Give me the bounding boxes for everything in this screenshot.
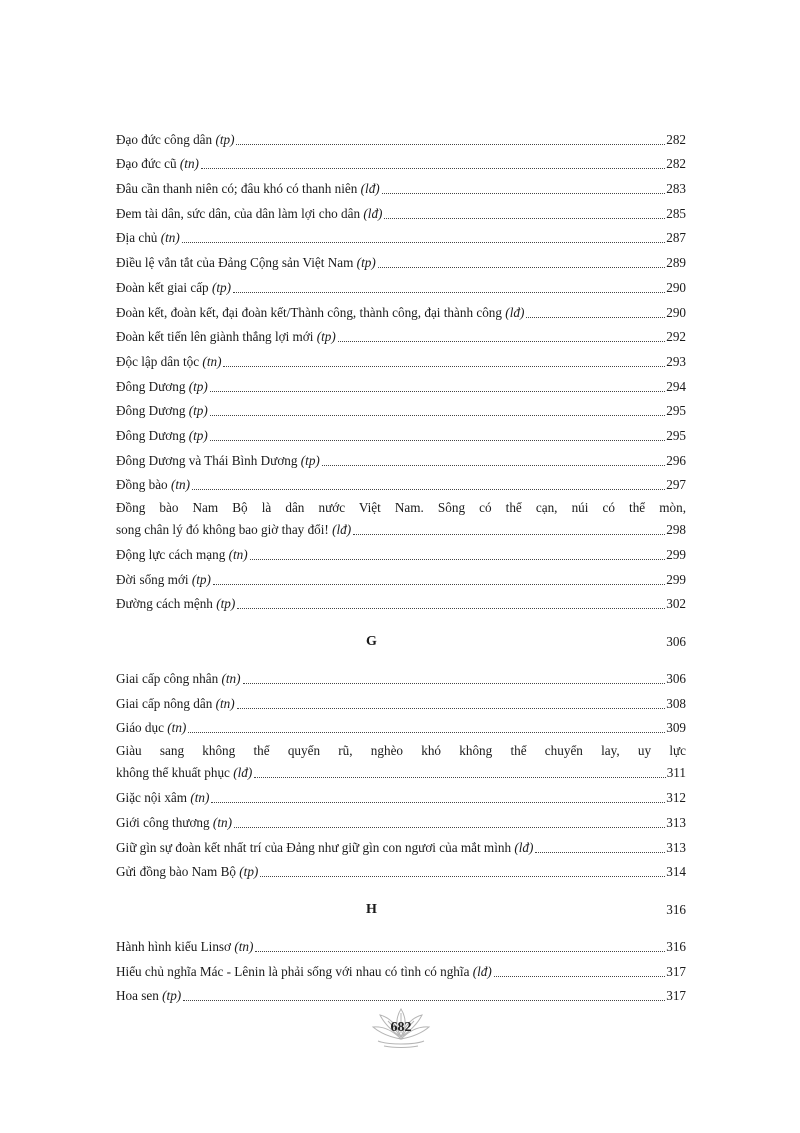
entry-type-tag: (tn) <box>234 938 254 954</box>
entry-type-tag: (tn) <box>190 790 210 806</box>
entry-title: Đông Dương và Thái Bình Dương <box>116 452 298 468</box>
section-header <box>116 890 686 930</box>
entry-title: Đông Dương <box>116 378 186 394</box>
toc-entry[interactable] <box>116 374 686 399</box>
entry-title: Đường cách mệnh <box>116 596 213 612</box>
entry-type-tag: (tn) <box>212 814 232 830</box>
entry-type-tag: (tp) <box>356 255 376 271</box>
entry-title: Đoàn kết tiến lên giành thắng lợi mới <box>116 329 314 345</box>
toc-entry[interactable] <box>116 226 686 251</box>
toc-entry[interactable] <box>116 473 686 498</box>
entry-title: Đoàn kết giai cấp <box>116 279 209 295</box>
toc-entry[interactable] <box>116 835 686 860</box>
entry-page-number: 317 <box>666 963 686 979</box>
dot-leader <box>182 241 665 243</box>
entry-page-number: 314 <box>666 864 686 880</box>
entry-type-tag: (tn) <box>215 695 235 711</box>
entry-title: không thể khuất phục <box>116 765 230 781</box>
entry-type-tag: (tn) <box>221 671 241 687</box>
dot-leader <box>201 167 665 169</box>
entry-type-tag: (tp) <box>300 452 320 468</box>
entry-page-number: 290 <box>666 304 686 320</box>
entry-type-tag: (tn) <box>202 353 222 369</box>
entry-type-tag: (tp) <box>188 403 208 419</box>
entry-page-number: 296 <box>666 452 686 468</box>
toc-entry[interactable] <box>116 423 686 448</box>
entry-page-number: 309 <box>666 720 686 736</box>
entry-page-number: 282 <box>666 156 686 172</box>
entry-type-tag: (lđ) <box>233 765 253 781</box>
entry-page-number: 306 <box>666 671 686 687</box>
dot-leader <box>210 439 665 441</box>
toc-entry[interactable] <box>116 716 686 741</box>
entry-page-number: 290 <box>666 279 686 295</box>
toc-entry[interactable] <box>116 740 686 785</box>
entry-title: Đạo đức cũ <box>116 156 177 172</box>
dot-leader <box>233 291 665 293</box>
toc-entry[interactable] <box>116 542 686 567</box>
entry-type-tag: (tn) <box>160 230 180 246</box>
entry-type-tag: (tp) <box>162 988 182 1004</box>
entry-type-tag: (lđ) <box>505 304 525 320</box>
toc-entry[interactable] <box>116 934 686 959</box>
section-page-number: 316 <box>666 902 686 918</box>
entry-page-number: 287 <box>666 230 686 246</box>
section-letter: H <box>366 902 377 918</box>
entry-type-tag: (tp) <box>211 279 231 295</box>
entry-page-number: 316 <box>666 938 686 954</box>
entry-title-line1: Đồng bào Nam Bộ là dân nước Việt Nam. Sông có thể cạn, núi có thể mòn, <box>116 500 686 516</box>
entry-title: Gửi đồng bào Nam Bộ <box>116 864 236 880</box>
toc-entry[interactable] <box>116 592 686 617</box>
toc-entry[interactable] <box>116 860 686 885</box>
toc-entry[interactable] <box>116 325 686 350</box>
dot-leader <box>183 999 665 1001</box>
entry-type-tag: (lđ) <box>360 181 380 197</box>
entry-page-number: 299 <box>666 547 686 562</box>
toc-entry[interactable] <box>116 959 686 984</box>
entry-title: Giáo dục <box>116 720 164 736</box>
toc-entry[interactable] <box>116 448 686 473</box>
section-header <box>116 622 686 662</box>
entry-page-number: 289 <box>666 255 686 271</box>
entry-title: Đời sống mới <box>116 571 189 587</box>
entry-type-tag: (lđ) <box>514 839 534 855</box>
entry-type-tag: (tp) <box>239 864 259 880</box>
toc-entry[interactable] <box>116 399 686 424</box>
entry-title: Hành hình kiểu Linsơ <box>116 938 232 954</box>
toc-entry[interactable] <box>116 666 686 691</box>
page-footer <box>370 1005 432 1051</box>
dot-leader <box>494 975 665 977</box>
dot-leader <box>353 533 665 535</box>
entry-page-number: 294 <box>666 378 686 394</box>
entry-type-tag: (tp) <box>316 329 336 345</box>
entry-title: Hiểu chủ nghĩa Mác - Lênin là phải sống với nhau có tình có nghĩa <box>116 963 470 979</box>
dot-leader <box>213 583 665 585</box>
toc-entry[interactable] <box>116 810 686 835</box>
entry-title: Giữ gìn sự đoàn kết nhất trí của Đảng như giữ gìn con ngươi của mắt mình <box>116 839 512 855</box>
entry-title: Đồng bào <box>116 477 168 493</box>
entry-title: Giai cấp nông dân <box>116 695 213 711</box>
dot-leader <box>250 558 666 560</box>
dot-leader <box>211 801 665 803</box>
dot-leader <box>254 776 665 778</box>
entry-type-tag: (tn) <box>167 720 187 736</box>
entry-page-number: 311 <box>666 765 686 781</box>
entry-type-tag: (lđ) <box>332 522 352 538</box>
toc-entry[interactable] <box>116 567 686 592</box>
entry-title: Đoàn kết, đoàn kết, đại đoàn kết/Thành công, thành công, đại thành công <box>116 304 502 320</box>
toc-entry[interactable] <box>116 785 686 810</box>
entry-type-tag: (lđ) <box>472 963 492 979</box>
entry-page-number: 312 <box>666 790 686 806</box>
dot-leader <box>210 390 665 392</box>
entry-title: Giặc nội xâm <box>116 790 188 806</box>
entry-type-tag: (tp) <box>191 571 211 587</box>
entry-type-tag: (tp) <box>216 596 236 612</box>
entry-title: Đông Dương <box>116 427 186 443</box>
dot-leader <box>378 266 666 268</box>
entry-type-tag: (tn) <box>228 547 248 562</box>
entry-type-tag: (tp) <box>188 427 208 443</box>
entry-page-number: 285 <box>666 205 686 221</box>
entry-page-number: 302 <box>666 596 686 612</box>
dot-leader <box>384 217 665 219</box>
toc-entry[interactable] <box>116 152 686 177</box>
toc-entry[interactable] <box>116 275 686 300</box>
dot-leader <box>260 875 665 877</box>
entry-title: Đem tài dân, sức dân, của dân làm lợi cho dân <box>116 205 361 221</box>
entry-page-number: 299 <box>666 571 686 587</box>
dot-leader <box>188 731 665 733</box>
entry-type-tag: (tn) <box>179 156 199 172</box>
dot-leader <box>234 826 665 828</box>
page-number: 682 <box>390 1020 412 1035</box>
entry-title: song chân lý đó không bao giờ thay đổi! <box>116 522 329 538</box>
toc-entry[interactable] <box>116 349 686 374</box>
entry-page-number: 292 <box>666 329 686 345</box>
entry-page-number: 282 <box>666 131 686 147</box>
entry-type-tag: (tn) <box>170 477 190 493</box>
table-of-contents <box>116 127 686 1008</box>
dot-leader <box>255 950 665 952</box>
dot-leader <box>322 464 665 466</box>
toc-entry[interactable] <box>116 176 686 201</box>
entry-title: Đâu cần thanh niên có; đâu khó có thanh niên <box>116 181 358 197</box>
entry-title: Giới công thương <box>116 814 210 830</box>
dot-leader <box>237 607 665 609</box>
entry-type-tag: (tp) <box>188 378 208 394</box>
entry-page-number: 298 <box>666 522 686 538</box>
entry-title: Địa chủ <box>116 230 158 246</box>
entry-page-number: 295 <box>666 427 686 443</box>
entry-page-number: 308 <box>666 695 686 711</box>
entry-title: Đạo đức công dân <box>116 131 213 147</box>
dot-leader <box>237 707 666 709</box>
dot-leader <box>243 682 666 684</box>
toc-entry[interactable] <box>116 201 686 226</box>
toc-entry[interactable] <box>116 691 686 716</box>
entry-page-number: 317 <box>666 988 686 1004</box>
entry-title: Độc lập dân tộc <box>116 353 200 369</box>
entry-type-tag: (tp) <box>215 131 235 147</box>
entry-title: Hoa sen <box>116 988 159 1004</box>
toc-entry[interactable] <box>116 300 686 325</box>
entry-title: Điều lệ vắn tắt của Đảng Cộng sản Việt Nam <box>116 255 354 271</box>
dot-leader <box>223 365 665 367</box>
entry-title: Động lực cách mạng <box>116 547 226 562</box>
section-letter: G <box>366 634 377 650</box>
dot-leader <box>210 414 665 416</box>
dot-leader <box>382 192 666 194</box>
dot-leader <box>192 488 665 490</box>
toc-entry[interactable] <box>116 250 686 275</box>
entry-page-number: 283 <box>666 181 686 197</box>
entry-type-tag: (lđ) <box>363 205 383 221</box>
entry-page-number: 295 <box>666 403 686 419</box>
section-page-number: 306 <box>666 634 686 650</box>
entry-page-number: 313 <box>666 839 686 855</box>
entry-page-number: 297 <box>666 477 686 493</box>
toc-entry[interactable] <box>116 497 686 542</box>
entry-title: Giai cấp công nhân <box>116 671 219 687</box>
dot-leader <box>338 340 665 342</box>
dot-leader <box>236 143 665 145</box>
entry-page-number: 313 <box>666 814 686 830</box>
toc-entry[interactable] <box>116 127 686 152</box>
dot-leader <box>535 851 665 853</box>
entry-page-number: 293 <box>666 353 686 369</box>
entry-title-line1: Giàu sang không thể quyến rũ, nghèo khó không thể chuyển lay, uy lực <box>116 743 686 759</box>
dot-leader <box>526 316 665 318</box>
entry-title: Đông Dương <box>116 403 186 419</box>
